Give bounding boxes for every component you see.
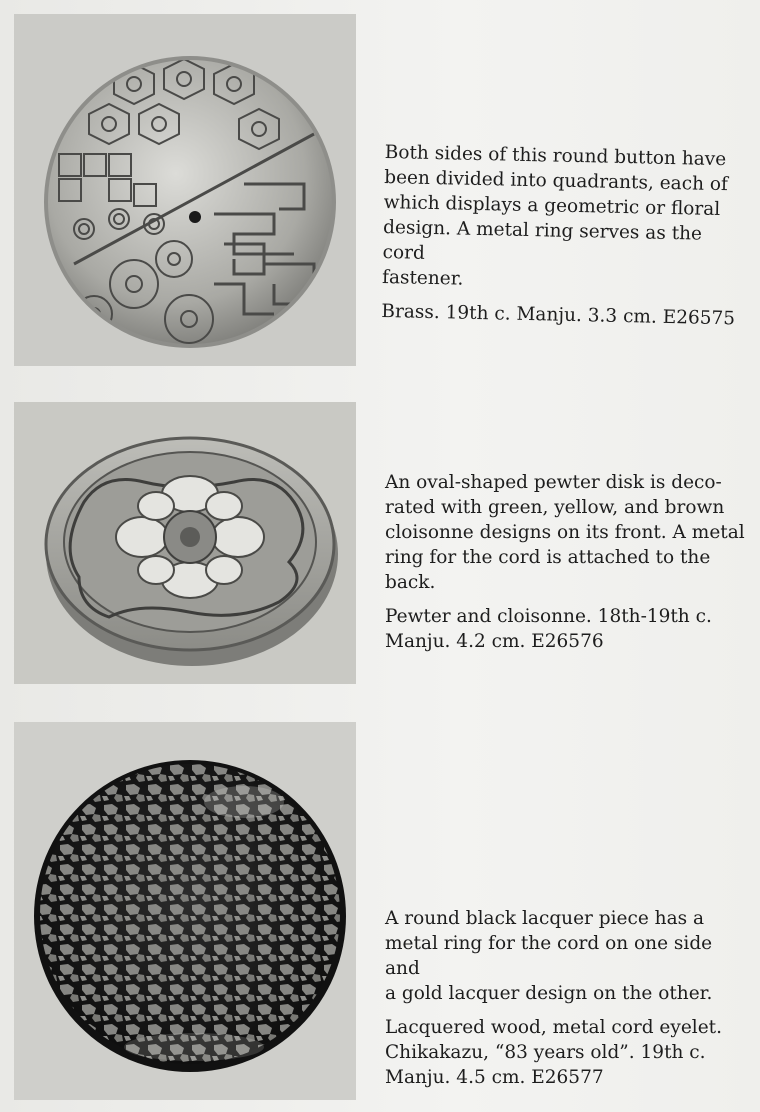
entry-caption: Brass. 19th c. Manju. 3.3 cm. E26575 <box>381 300 736 330</box>
entry-black-lacquer <box>385 906 745 1090</box>
caption-line: Lacquered wood, metal cord eyelet. <box>385 1017 722 1038</box>
description-line: metal ring for the cord on one side and <box>385 933 713 979</box>
black-lacquer-illustration <box>14 722 356 1100</box>
description-line: rated with green, yellow, and brown <box>385 497 725 518</box>
description-line: back. <box>385 572 436 593</box>
description-line: fastener. <box>381 266 464 290</box>
caption-line: Manju. 4.2 cm. E26576 <box>385 631 604 652</box>
description-line: ring for the cord is attached to the <box>385 547 711 568</box>
brass-button-illustration <box>14 14 356 366</box>
photo-black-lacquer <box>14 722 356 1100</box>
entry-description <box>385 470 745 595</box>
pewter-disk-illustration <box>14 402 356 684</box>
entry-pewter-disk <box>385 470 745 654</box>
entry-description <box>385 906 745 1006</box>
description-line: which displays a geometric or floral <box>383 191 721 221</box>
description-line: A round black lacquer piece has a <box>385 908 704 929</box>
caption-line: Chikakazu, “83 years old”. 19th c. <box>385 1042 706 1063</box>
entry-brass-button <box>381 140 745 331</box>
description-line: design. A metal ring serves as the cord <box>382 216 703 264</box>
photo-brass-button <box>14 14 356 366</box>
description-line: An oval-shaped pewter disk is deco- <box>385 472 722 493</box>
photo-pewter-disk <box>14 402 356 684</box>
caption-line: Pewter and cloisonne. 18th-19th c. <box>385 606 712 627</box>
description-line: a gold lacquer design on the other. <box>385 983 713 1004</box>
description-line: cloisonne designs on its front. A metal <box>385 522 745 543</box>
entry-caption <box>385 604 745 654</box>
entry-description <box>382 140 745 298</box>
entry-caption <box>385 1015 745 1090</box>
caption-line: Manju. 4.5 cm. E26577 <box>385 1067 604 1088</box>
description-line: Both sides of this round button have <box>384 141 727 171</box>
description-line: been divided into quadrants, each of <box>383 166 729 196</box>
